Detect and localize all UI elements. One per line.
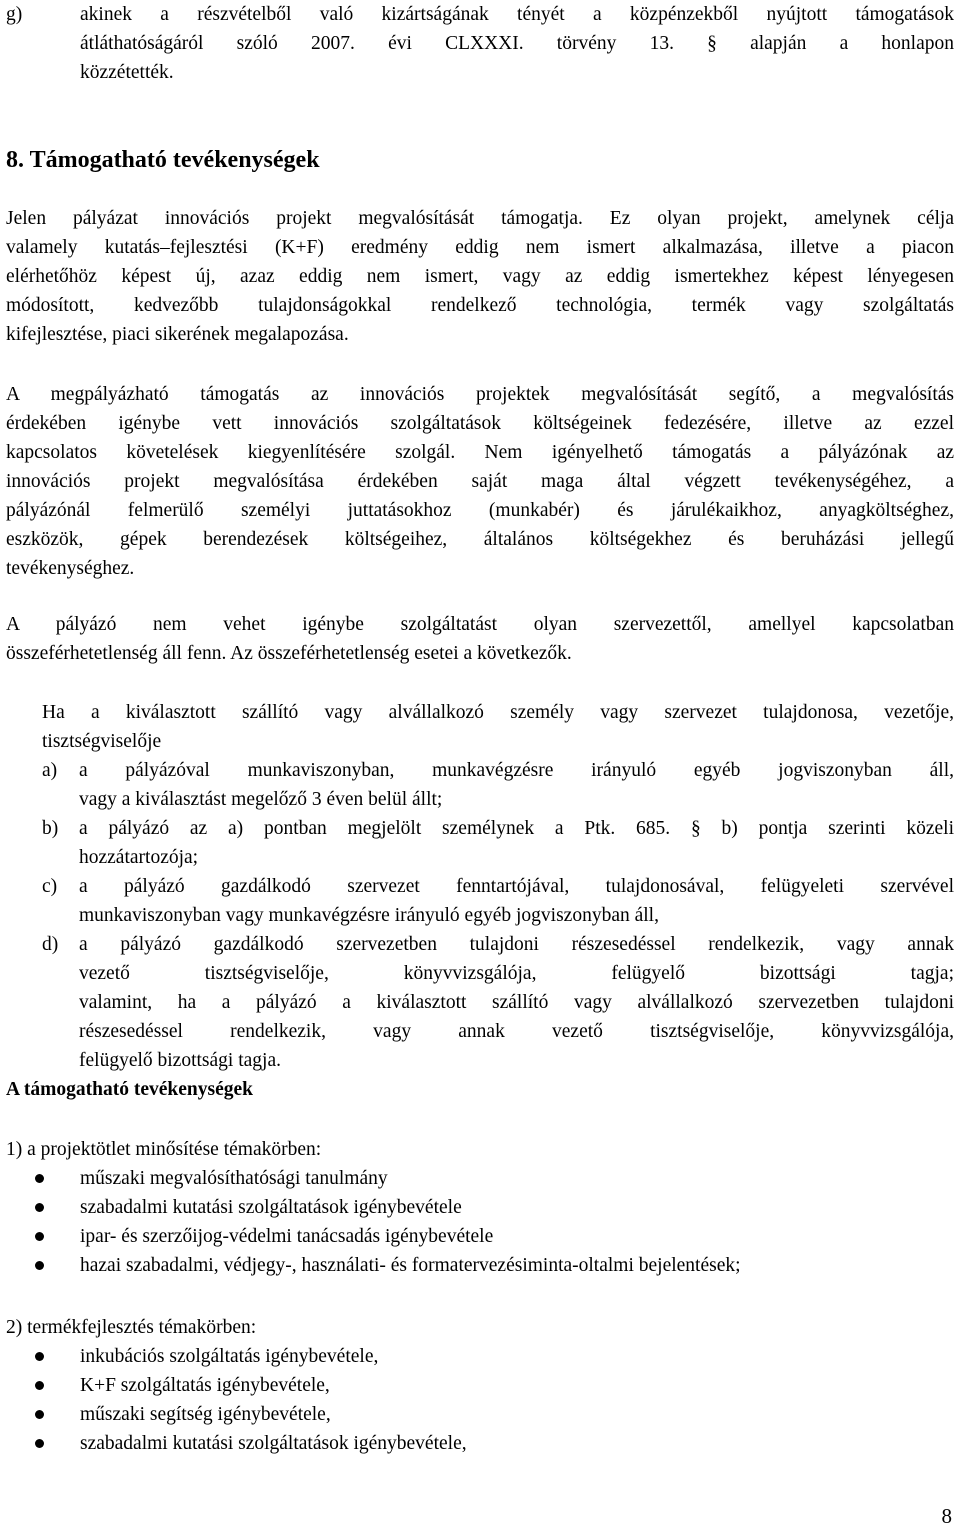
text-line: eszközök, gépek berendezések költségeihez, általános költségekhez és beruházási jellegű [6,529,954,550]
text-line: valamely kutatás–fejlesztési (K+F) eredmény eddig nem ismert alkalmazása, illetve a piacon [6,237,954,258]
list-label: a) [42,760,58,781]
paragraph [6,610,954,668]
list-label: d) [42,934,59,955]
text-line: pályázónál felmerülő személyi juttatásokhoz (munkabér) és járulékaikhoz, anyagköltséghez, [6,500,954,521]
list-item: műszaki megvalósíthatósági tanulmány [6,1164,954,1193]
bullet-icon [35,1232,44,1241]
list-item: inkubációs szolgáltatás igénybevétele, [6,1342,954,1371]
list-label: b) [42,818,59,839]
text-line: tisztségviselője [42,731,162,752]
page-number: 8 [941,1504,952,1528]
section-title: 1) a projektötlet minősítése témakörben: [6,1139,322,1160]
text-line: a pályázó az a) pontban megjelölt személynek a Ptk. 685. § b) pontja szerinti közeli [79,818,954,839]
text-line: Jelen pályázat innovációs projekt megvalósítását támogatja. Ez olyan projekt, amelynek célja [6,208,954,229]
paragraph [6,380,954,583]
bullet-icon [35,1174,44,1183]
activity-section-2 [6,1313,954,1458]
bullet-icon [35,1352,44,1361]
text-line: kapcsolatos követelések kiegyenlítésére szolgál. Nem igényelhető támogatás a pályázónak az [6,442,954,463]
text-line: közzétették. [80,62,174,83]
text-line: átláthatóságáról szóló 2007. évi CLXXXI. törvény 13. § alapján a honlapon [80,33,954,54]
text-line: vagy a kiválasztást megelőző 3 éven belül állt; [79,789,443,810]
text-line: hozzátartozója; [79,847,199,868]
paragraph [6,204,954,349]
text-line: vezető tisztségviselője, könyvvizsgálója, felügyelő bizottsági tagja; [79,963,954,984]
text-line: valamint, ha a pályázó a kiválasztott szállító vagy alvállalkozó szervezetben tulajdoni [79,992,954,1013]
text-line: a pályázó gazdálkodó szervezetben tulajdoni részesedéssel rendelkezik, vagy annak [79,934,954,955]
list-item [6,756,954,814]
text-line: akinek a részvételből való kizártságának tényét a közpénzekből nyújtott támogatások [80,4,954,25]
conflict-list [6,698,954,1104]
text-line: a pályázó gazdálkodó szervezet fenntartójával, tulajdonosával, felügyeleti szervével [79,876,954,897]
list-item: szabadalmi kutatási szolgáltatások igénybevétele [6,1193,954,1222]
text-line: Ha a kiválasztott szállító vagy alvállalkozó személy vagy szervezet tulajdonosa, vezetője, [42,702,954,723]
text-line: munkaviszonyban vagy munkavégzésre irányuló egyéb jogviszonyban áll, [79,905,659,926]
text-line: innovációs projekt megvalósítása érdekében saját maga által végzett tevékenységéhez, a [6,471,954,492]
subsection-heading: A támogatható tevékenységek [6,1079,253,1100]
bullet-icon [35,1439,44,1448]
bullet-icon [35,1381,44,1390]
text-line: tevékenységhez. [6,558,135,579]
list-item: ipar- és szerzőijog-védelmi tanácsadás igénybevétele [6,1222,954,1251]
list-label: g) [6,4,23,25]
list-label: c) [42,876,58,897]
text-line: elérhetőhöz képest új, azaz eddig nem ismert, vagy az eddig ismertekhez képest lényegesen [6,266,954,287]
list-item [6,872,954,930]
text-line: A pályázó nem vehet igénybe szolgáltatást olyan szervezettől, amellyel kapcsolatban [6,614,954,635]
text-line: módosított, kedvezőbb tulajdonságokkal rendelkező technológia, termék vagy szolgáltatás [6,295,954,316]
activity-section-1 [6,1135,954,1280]
list-item: szabadalmi kutatási szolgáltatások igénybevétele, [6,1429,954,1458]
list-item: hazai szabadalmi, védjegy-, használati- és formatervezésiminta-oltalmi bejelentések; [6,1251,954,1280]
list-item [6,814,954,872]
list-item [6,930,954,1075]
section-heading: 8. Támogatható tevékenységek [6,147,320,173]
text-line: részesedéssel rendelkezik, vagy annak vezető tisztségviselője, könyvvizsgálója, [79,1021,954,1042]
bullet-icon [35,1203,44,1212]
text-line: kifejlesztése, piaci sikerének megalapozása. [6,324,349,345]
text-line: A megpályázható támogatás az innovációs projektek megvalósítását segítő, a megvalósítás [6,384,954,405]
text-line: felügyelő bizottsági tagja. [79,1050,281,1071]
list-item: K+F szolgáltatás igénybevétele, [6,1371,954,1400]
text-line: érdekében igénybe vett innovációs szolgáltatások költségeinek fedezésére, illetve az ezzel [6,413,954,434]
section-title: 2) termékfejlesztés témakörben: [6,1317,257,1338]
bullet-icon [35,1410,44,1419]
list-item-g [6,0,954,87]
text-line: a pályázóval munkaviszonyban, munkavégzésre irányuló egyéb jogviszonyban áll, [79,760,954,781]
list-item: műszaki segítség igénybevétele, [6,1400,954,1429]
text-line: összeférhetetlenség áll fenn. Az összeférhetetlenség esetei a következők. [6,643,572,664]
bullet-icon [35,1261,44,1270]
